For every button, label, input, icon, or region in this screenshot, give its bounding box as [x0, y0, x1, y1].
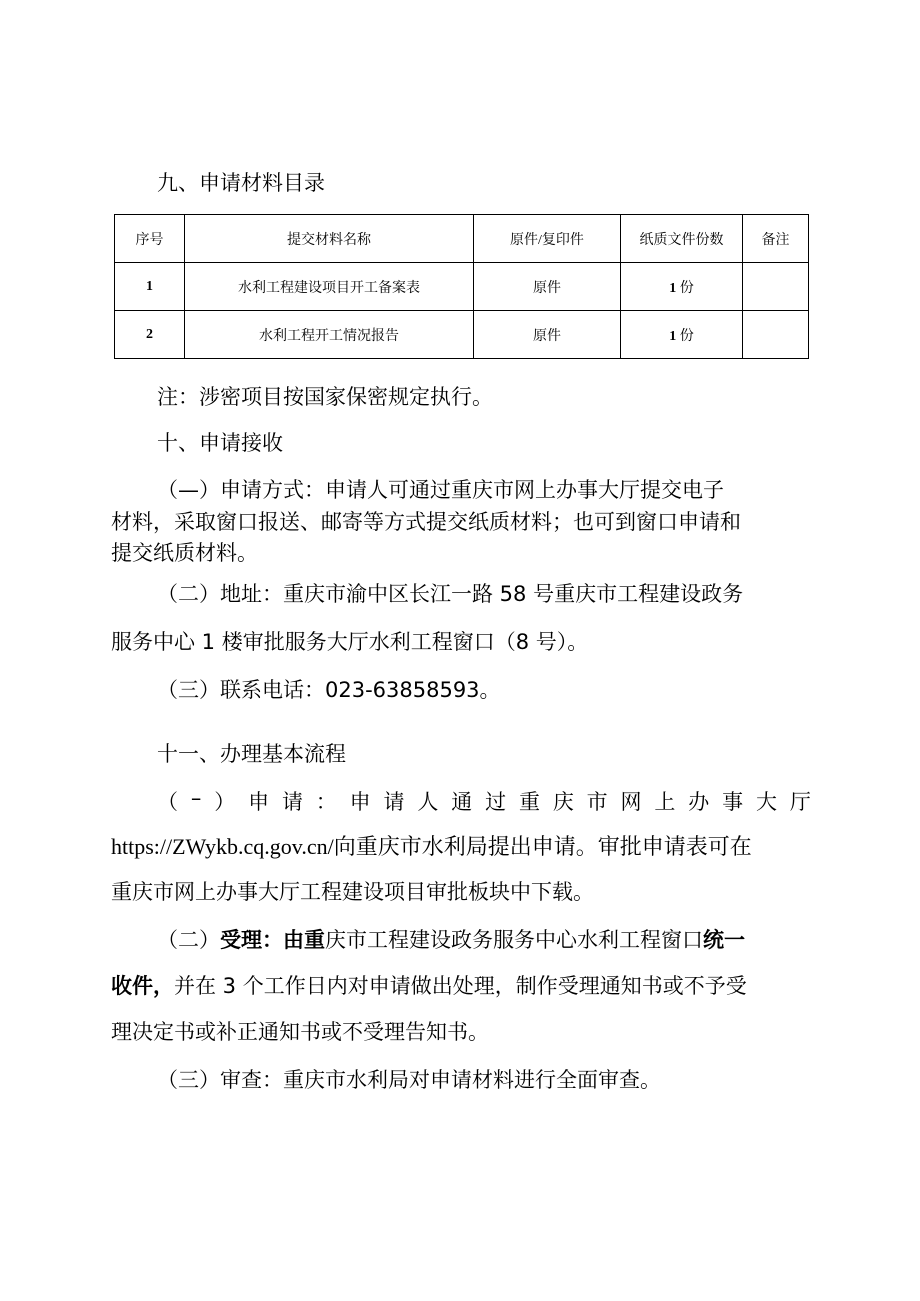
phone-line: （三）联系电话：023-63858593。	[157, 678, 501, 702]
header-serial: 序号	[115, 215, 185, 263]
step2-line-3: 理决定书或补正通知书或不受理告知书。	[111, 1020, 489, 1044]
method-line-3: 提交纸质材料。	[111, 541, 258, 565]
step1-char: 大	[755, 790, 777, 814]
row-paper-count	[621, 263, 743, 311]
step1-char: 庆	[552, 790, 574, 814]
section-9-heading: 九、申请材料目录	[157, 171, 325, 195]
step1-char: 申	[248, 790, 270, 814]
step2-line-1	[157, 924, 745, 954]
step1-char: 过	[485, 790, 507, 814]
row-serial: 1	[115, 263, 185, 311]
row-original-copy: 原件	[474, 263, 621, 311]
header-paper-count: 纸质文件份数	[621, 215, 743, 263]
step1-char: 请	[281, 790, 303, 814]
step1-char: ：	[315, 790, 337, 814]
row-paper-count	[621, 311, 743, 359]
count-unit: 份	[679, 280, 694, 296]
confidential-note: 注：涉密项目按国家保密规定执行。	[157, 385, 493, 409]
step2-prefix: （二）	[157, 928, 220, 952]
address-line-1: （二）地址：重庆市渝中区长江一路 58 号重庆市工程建设政务	[157, 582, 744, 606]
step1-char: 重	[518, 790, 540, 814]
step1-char: 网	[620, 790, 642, 814]
section-11-heading: 十一、办理基本流程	[157, 742, 346, 766]
step1-char: （	[157, 790, 178, 814]
count-number: 1	[669, 328, 677, 344]
method-line-2: 材料，采取窗口报送、邮寄等方式提交纸质材料；也可到窗口申请和	[111, 510, 741, 534]
method-line-1: （—）申请方式：申请人可通过重庆市网上办事大厅提交电子	[157, 478, 724, 502]
step1-char: 办	[688, 790, 710, 814]
step1-char: ）	[214, 790, 236, 814]
step1-char: 上	[654, 790, 676, 814]
step3-line: （三）审查：重庆市水利局对申请材料进行全面审查。	[157, 1068, 661, 1092]
step2-bold-accept: 受理：由重	[220, 928, 325, 952]
step1-char: 市	[586, 790, 608, 814]
step2-mid: 庆市工程建设政务服务中心水利工程窗口	[325, 928, 703, 952]
step1-line-3: 重庆市网上办事大厅工程建设项目审批板块中下载。	[111, 880, 594, 904]
row-remark	[743, 311, 809, 359]
count-number: 1	[669, 280, 677, 296]
step1-char: –	[190, 786, 202, 810]
step1-char: 人	[417, 790, 439, 814]
table-row	[115, 263, 809, 311]
step2-bold-unified: 统一	[703, 928, 745, 952]
step1-char: 厅	[789, 790, 811, 814]
step2-bold-receive: 收件，	[111, 974, 174, 998]
header-remark: 备注	[743, 215, 809, 263]
step1-line-2: https://ZWykb.cq.gov.cn/向重庆市水利局提出申请。审批申请表可在	[111, 834, 752, 859]
row-original-copy: 原件	[474, 311, 621, 359]
count-unit: 份	[679, 328, 694, 344]
section-10-heading: 十、申请接收	[157, 431, 283, 455]
header-original-copy: 原件/复印件	[474, 215, 621, 263]
step2-line-2	[111, 970, 811, 1000]
table-header-row	[115, 215, 809, 263]
table-row	[115, 311, 809, 359]
row-serial: 2	[115, 311, 185, 359]
step1-line-1	[157, 786, 811, 816]
step1-char: 通	[451, 790, 473, 814]
address-line-2: 服务中心 1 楼审批服务大厅水利工程窗口（8 号）。	[111, 630, 589, 654]
step1-char: 事	[722, 790, 744, 814]
materials-table	[114, 214, 809, 359]
step1-char: 申	[349, 790, 371, 814]
row-material-name: 水利工程建设项目开工备案表	[185, 263, 474, 311]
row-remark	[743, 263, 809, 311]
step2-rest: 并在 3 个工作日内对申请做出处理，制作受理通知书或不予受	[174, 974, 747, 998]
row-material-name: 水利工程开工情况报告	[185, 311, 474, 359]
step1-char: 请	[383, 790, 405, 814]
header-material-name: 提交材料名称	[185, 215, 474, 263]
